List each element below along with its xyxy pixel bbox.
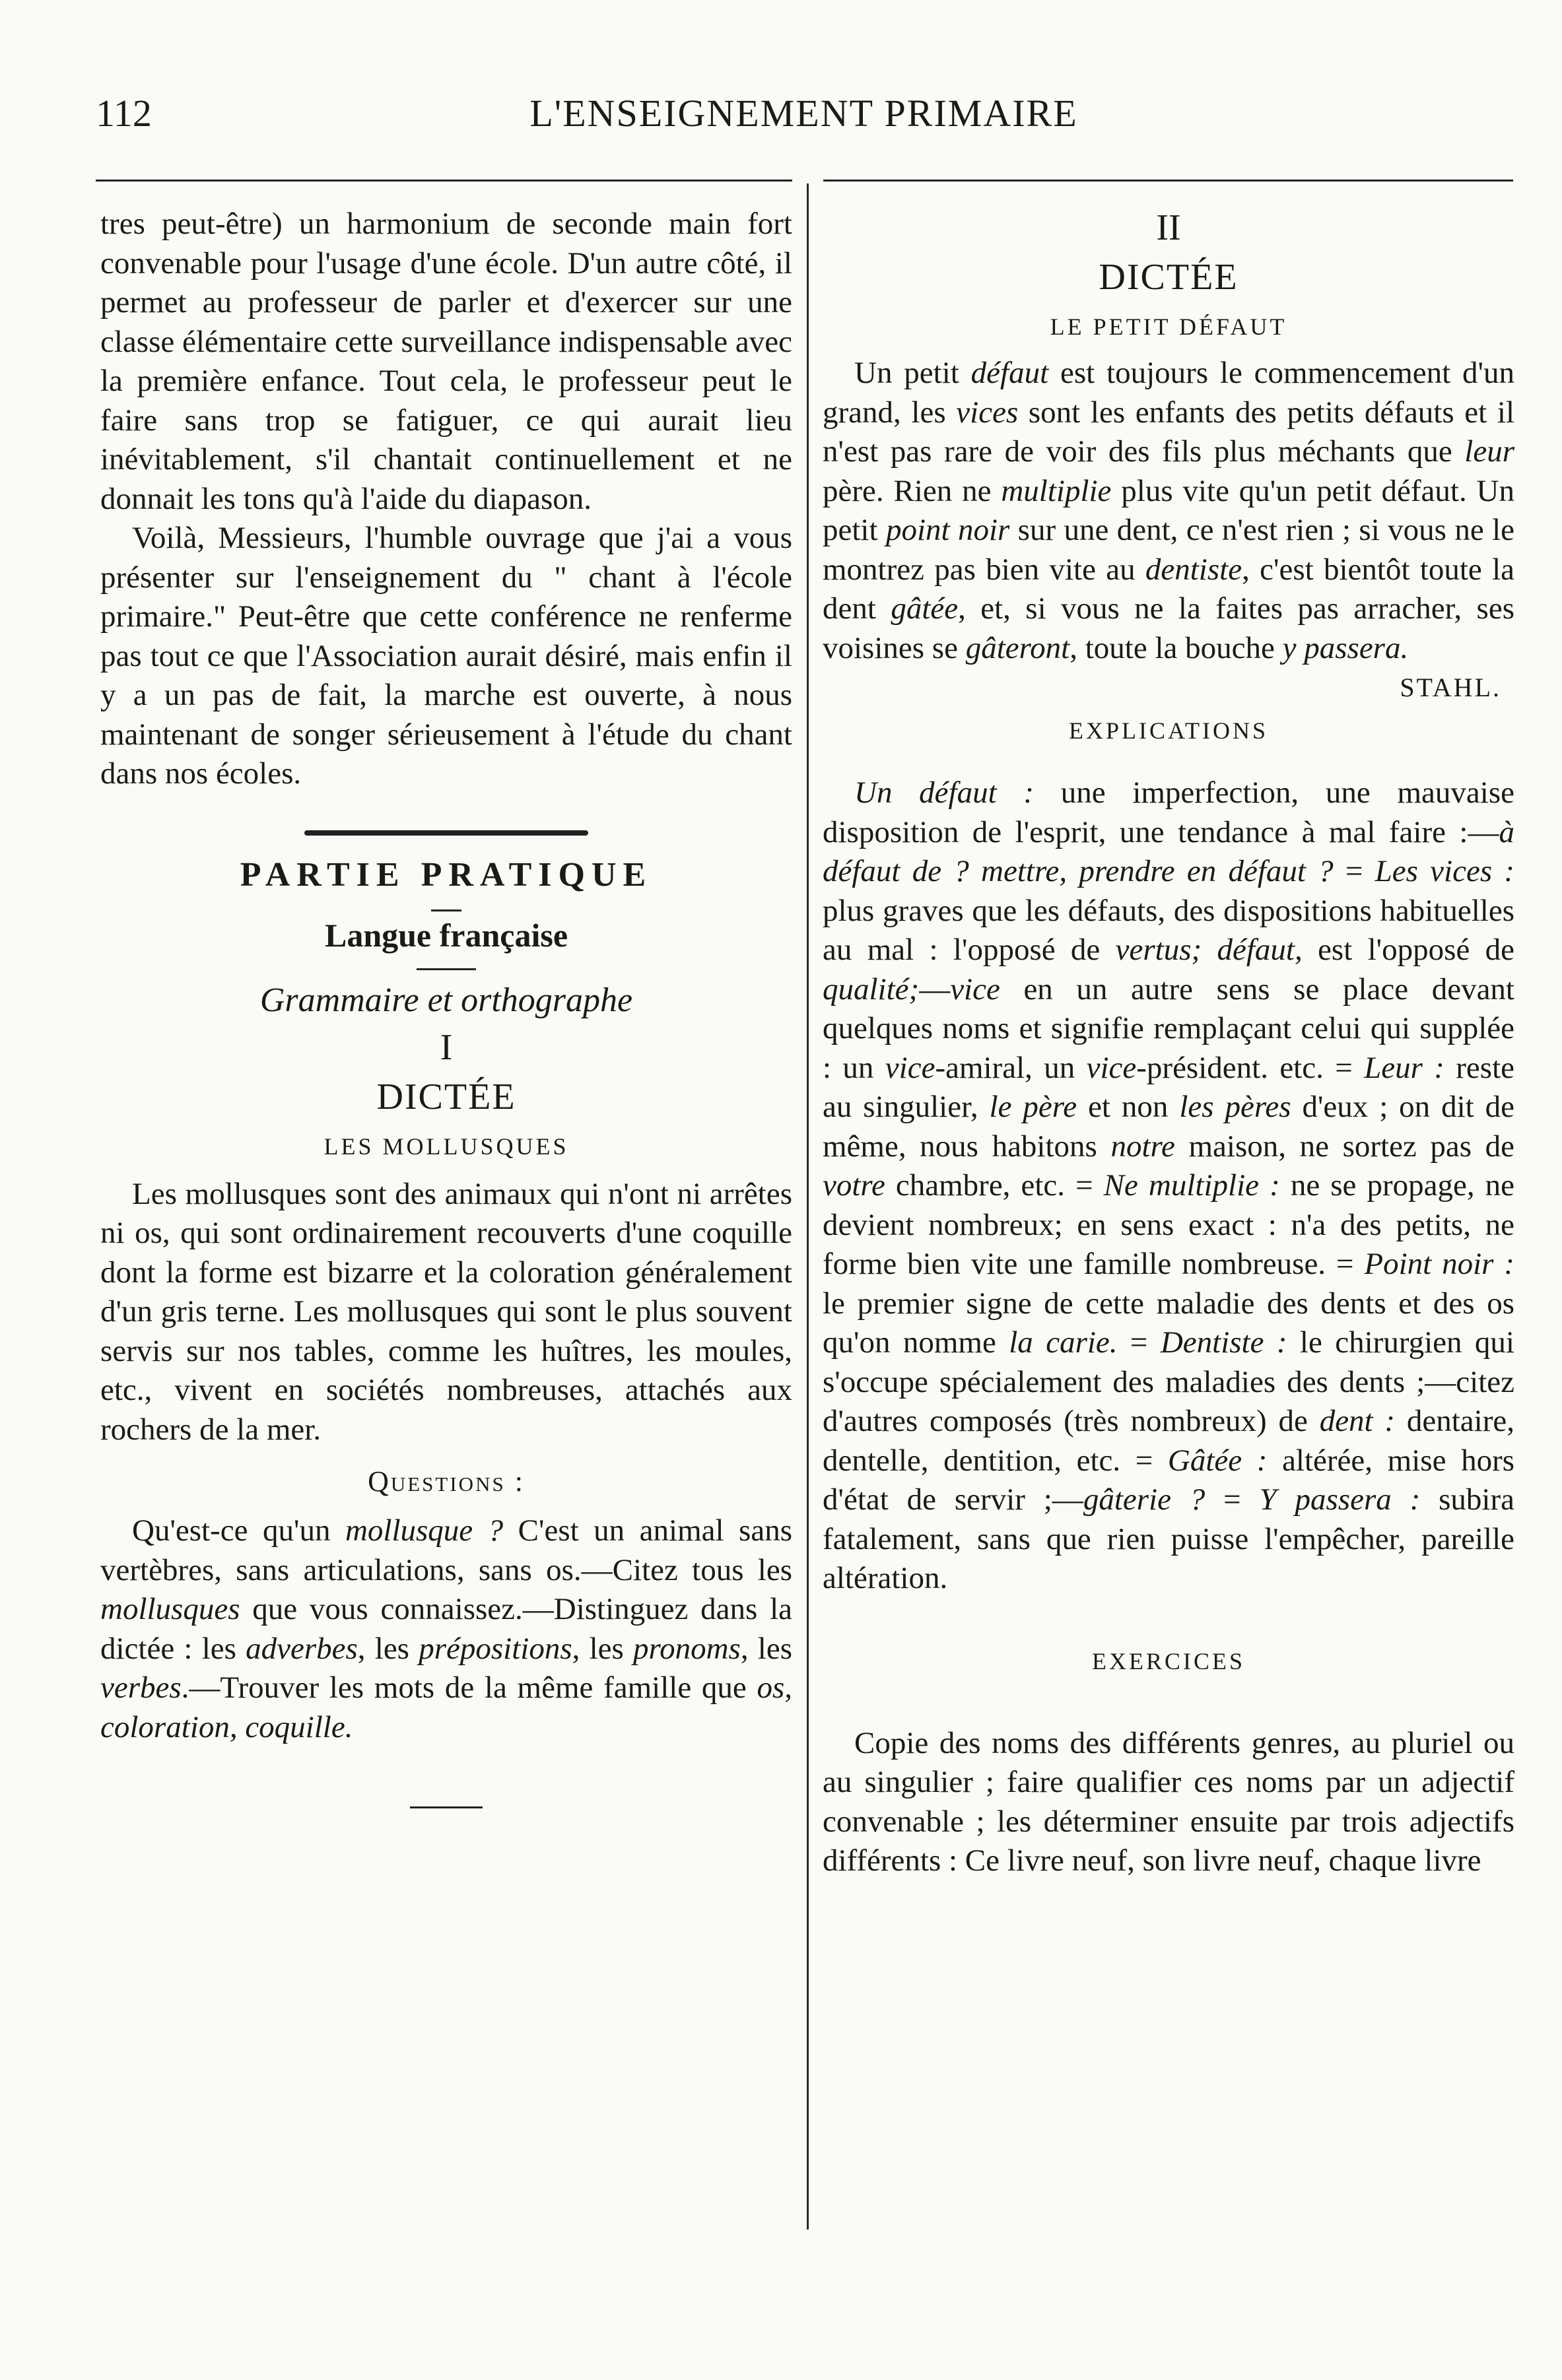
exercise-number: I xyxy=(440,1026,453,1068)
dictee-heading: DICTÉE xyxy=(376,1076,516,1117)
ornament-rule xyxy=(304,830,588,836)
questions-text: Qu'est-ce qu'un mollusque ? C'est un animal sans vertèbres, sans articulations, sans os.—Citez tous les mollusques que vous connaissez.—Distinguez dans la dictée : les adverbes, les prépositions, les pronoms, les verbes.—Trouver les mots de la même famille que os, coloration, coquille. xyxy=(100,1513,792,1744)
header-rule-right xyxy=(823,180,1513,182)
questions-heading: Questions : xyxy=(368,1465,525,1498)
explications-text: Un défaut : une imperfection, une mauvaise disposition de l'esprit, une tendance à mal faire :—à défaut de ? mettre, prendre en défaut ? = Les vices : plus graves que les défauts, des dispositions habituelles au mal : l'opposé de vertus; défaut, est l'opposé de qualité;—vice en un autre sens se place devant quelques noms et signifie remplaçant celui qui supplée : un vice-amiral, un vice-président. etc. = Leur : reste au singulier, le père et non les pères d'eux ; on dit de même, nous habitons notre maison, ne sortez pas de votre chambre, etc. = Ne multiplie : ne se propage, ne devient nombreux; en sens exact : n'a des petits, ne forme bien vite une famille nombreuse. = Point noir : le premier signe de cette maladie des dents et des os qu'on nomme la carie. = Dentiste : le chirurgien qui s'occupe spécialement des maladies des dents ;—citez d'autres composés (très nombreux) de dent : dentaire, dentelle, dentition, etc. = Gâtée : altérée, mise hors d'état de servir ;—gâterie ? = Y passera : subira fatalement, sans que rien puisse l'empêcher, pareille altération. xyxy=(823,776,1515,1595)
dictation-text: Un petit défaut est toujours le commencement d'un grand, les vices sont les enfants des petits défauts et il n'est pas rare de voir des fils plus méchants que leur père. Rien ne multiplie plus vite qu'un petit défaut. Un petit point noir sur une dent, ce n'est rien ; si vous ne le montrez pas bien vite au dentiste, c'est bientôt toute la dent gâtée, et, si vous ne la faites pas arracher, ses voisines se gâteront, toute la bouche y passera. xyxy=(823,356,1515,665)
paragraph-continuation: tres peut-être) un harmonium de seconde main fort convenable pour l'usage d'une école. D'un autre côté, il permet au professeur de parler et d'exercer sur une classe élémentaire cette surveillance indispensable avec la première enfance. Tout cela, le professeur peut le faire sans trop se fatiguer, ce qui aurait lieu inévitablement, s'il chantait continuellement et ne donnait les tons qu'à l'aide du diapason. xyxy=(100,207,792,516)
explications-heading: EXPLICATIONS xyxy=(1068,717,1268,744)
author-signature: STAHL. xyxy=(1400,673,1501,702)
paragraph-conclusion: Voilà, Messieurs, l'humble ouvrage que j'ai a vous présenter sur l'enseignement du " chant à l'école primaire." Peut-être que cette conférence ne renferme pas tout ce que l'Association aurait désiré, mais enfin il y a un pas de fait, la marche est ouverte, à nous maintenant de songer sérieusement à l'étude du chant dans nos écoles. xyxy=(100,521,792,791)
left-column xyxy=(100,205,792,1808)
page-header xyxy=(96,91,1512,150)
header-rule-left xyxy=(96,180,792,182)
dictee-heading: DICTÉE xyxy=(1099,257,1239,298)
section-title: PARTIE PRATIQUE xyxy=(240,855,653,894)
page-number: 112 xyxy=(96,92,152,135)
dictee-subtitle: LES MOLLUSQUES xyxy=(323,1133,569,1160)
topic-title: Grammaire et orthographe xyxy=(259,981,633,1019)
end-rule xyxy=(410,1806,483,1808)
exercices-heading: EXERCICES xyxy=(1091,1647,1245,1674)
exercices-text: Copie des noms des différents genres, au pluriel ou au singulier ; faire qualifier ces noms par un adjectif convenable ; les déterminer ensuite par trois adjectifs différents : Ce livre neuf, son livre neuf, chaque livre xyxy=(823,1725,1514,1878)
running-title: L'ENSEIGNEMENT PRIMAIRE xyxy=(529,92,1078,135)
subsection-title: Langue française xyxy=(324,916,568,954)
dictee-subtitle: LE PETIT DÉFAUT xyxy=(1050,314,1287,340)
right-column xyxy=(823,205,1514,1881)
column-divider xyxy=(807,183,809,2230)
dictation-text: Les mollusques sont des animaux qui n'ont ni arrêtes ni os, qui sont ordinairement recouverts d'une coquille dont la forme est bizarre et la coloration généralement d'un gris terne. Les mollusques qui sont le plus souvent servis sur nos tables, comme les huîtres, les moules, etc., vivent en sociétés nombreuses, attachés aux rochers de la mer. xyxy=(100,1176,792,1447)
exercise-number: II xyxy=(1156,207,1181,248)
